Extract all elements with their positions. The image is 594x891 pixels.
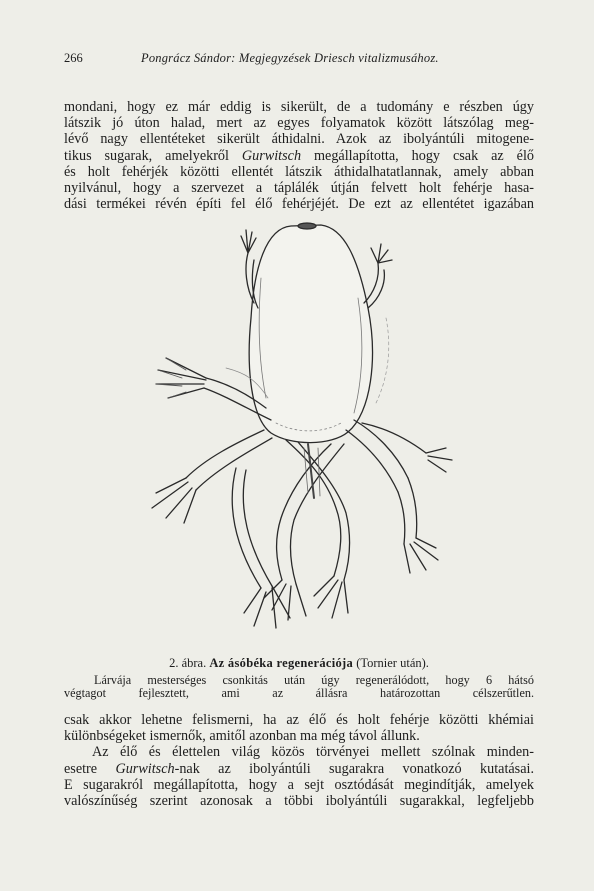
page-number: 266 [64,51,83,65]
text-line: látszik jó úton halad, mert az egyes folyamatok között látszólag meg- [64,115,534,132]
text-line: mondani, hogy ez már eddig is sikerült, de a tudomány e részben úgy [64,99,534,115]
author-name: Gurwitsch [115,760,175,777]
author-name: Gurwitsch [241,147,302,164]
text-line: dási termékei révén építi fel élő fehérjéjét. De ezt az ellentétet igazában [64,196,534,213]
note-line: Lárvája mesterséges csonkitás után úgy regenerálódott, hogy 6 hátsó [94,673,534,687]
text-fragment: -nak az ibolyántúli sugarakra vonatkozó kutatásai. [174,760,534,777]
text-line: csak akkor lehetne felismerni, ha az élő és holt fehérje közötti khémiai [64,712,534,728]
figure-source: (Tornier után). [356,656,429,670]
text-line: különbségeket ismernők, amitől azonban ma még távol állunk. [64,728,420,745]
text-line: nyilvánul, hogy a szervezet a táplálék útján felvett holt fehérje hasa- [64,180,534,197]
text-line [64,761,534,777]
toad-regeneration-illustration [86,208,506,654]
figure-number: 2. ábra. [169,656,207,670]
text-line: E sugarakról megállapította, hogy a sejt osztódását megindítják, amelyek [64,776,534,793]
text-fragment: megállapította, hogy csak az élő [301,147,534,164]
text-fragment: esetre [64,760,116,777]
text-line: Az élő és élettelen világ közös törvényei mellett szólnak minden- [92,744,534,761]
figure-title: Az ásóbéka regenerációja [209,656,354,670]
figure-caption [64,656,534,670]
paragraph-bottom [64,712,534,809]
running-title: Pongrácz Sándor: Megjegyzések Driesch vitalizmusához. [141,51,439,65]
paragraph-top [64,99,534,212]
text-line: valószínűség szerint azonosak a többi ibolyántúli sugarakkal, legfeljebb [64,793,534,810]
text-line [64,148,534,164]
toad-drawing [86,208,506,654]
text-fragment: tikus sugarak, amelyekről [64,147,242,164]
text-line: lévő nagy ellentéteket sikerült áthidalni. Azok az ibolyántúli mitogene- [64,131,534,148]
figure-note [64,674,534,700]
note-line: végtagot fejlesztett, ami az állásra határozottan célszerűtlen. [64,686,534,700]
text-line: és holt fehérjék közötti ellentét látszik áthidalhatatlannak, amely abban [64,163,534,180]
